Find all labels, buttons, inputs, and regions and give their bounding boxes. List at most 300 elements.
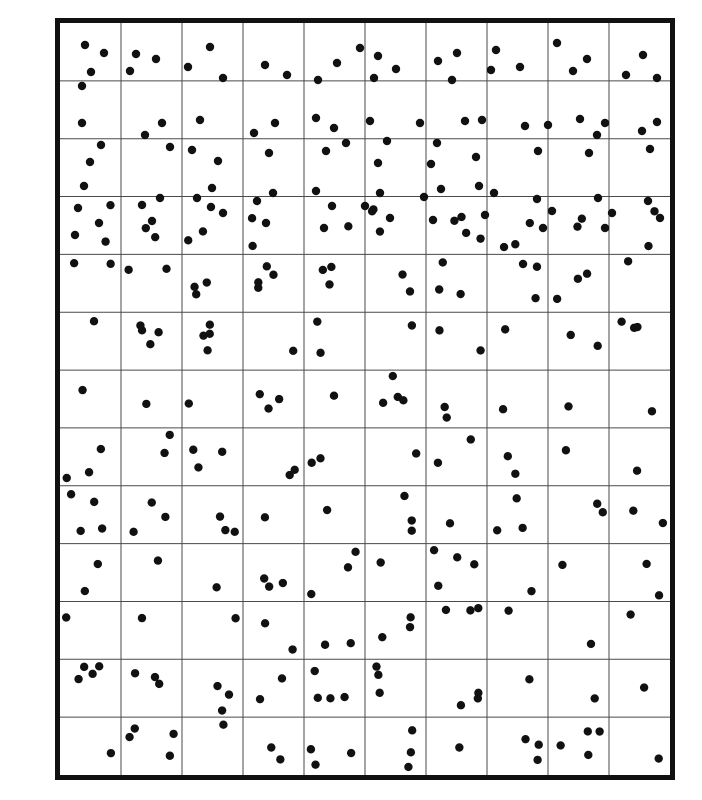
data-point xyxy=(100,49,108,57)
data-point xyxy=(194,463,202,471)
data-point xyxy=(646,145,654,153)
data-point xyxy=(314,76,322,84)
data-point xyxy=(644,197,652,205)
data-point xyxy=(622,71,630,79)
data-point xyxy=(263,262,271,270)
data-point xyxy=(311,760,319,768)
data-point xyxy=(166,143,174,151)
data-point xyxy=(467,435,475,443)
data-point xyxy=(443,413,451,421)
data-point xyxy=(78,119,86,127)
data-point xyxy=(313,317,321,325)
data-point xyxy=(219,74,227,82)
data-point xyxy=(219,720,227,728)
data-point xyxy=(548,207,556,215)
data-point xyxy=(158,119,166,127)
data-point xyxy=(456,290,464,298)
data-point xyxy=(206,321,214,329)
data-point xyxy=(138,201,146,209)
data-point xyxy=(650,207,658,215)
data-point xyxy=(78,82,86,90)
data-point xyxy=(146,340,154,348)
data-point xyxy=(585,149,593,157)
data-point xyxy=(466,606,474,614)
data-point xyxy=(553,39,561,47)
data-point xyxy=(624,257,632,265)
data-point xyxy=(553,295,561,303)
data-point xyxy=(74,204,82,212)
data-point xyxy=(608,209,616,217)
data-point xyxy=(372,662,380,670)
data-point xyxy=(569,67,577,75)
data-point xyxy=(154,556,162,564)
data-point xyxy=(511,470,519,478)
data-point xyxy=(80,182,88,190)
data-point xyxy=(322,147,330,155)
data-point xyxy=(261,61,269,69)
data-point xyxy=(434,57,442,65)
data-point xyxy=(231,614,239,622)
data-point xyxy=(326,694,334,702)
data-point xyxy=(389,372,397,380)
data-point xyxy=(213,682,221,690)
data-point xyxy=(601,224,609,232)
data-point xyxy=(544,121,552,129)
data-point xyxy=(342,139,350,147)
data-point xyxy=(437,185,445,193)
data-point xyxy=(192,290,200,298)
data-point xyxy=(208,184,216,192)
data-point xyxy=(633,323,641,331)
data-point xyxy=(136,321,144,329)
data-point xyxy=(642,560,650,568)
data-point xyxy=(314,694,322,702)
data-point xyxy=(283,71,291,79)
data-point xyxy=(107,749,115,757)
data-point xyxy=(518,524,526,532)
data-point xyxy=(493,526,501,534)
data-point xyxy=(87,68,95,76)
data-point xyxy=(154,328,162,336)
data-point xyxy=(500,243,508,251)
data-point xyxy=(558,561,566,569)
data-point xyxy=(188,146,196,154)
data-point xyxy=(376,558,384,566)
data-point xyxy=(189,446,197,454)
data-point xyxy=(94,560,102,568)
data-point xyxy=(375,689,383,697)
data-point xyxy=(455,743,463,751)
data-point xyxy=(640,683,648,691)
data-point xyxy=(601,119,609,127)
data-point xyxy=(475,182,483,190)
data-point xyxy=(433,139,441,147)
data-point xyxy=(264,404,272,412)
data-point xyxy=(576,115,584,123)
data-point xyxy=(219,209,227,217)
data-point xyxy=(212,583,220,591)
data-point xyxy=(574,275,582,283)
data-point xyxy=(526,219,534,227)
data-point xyxy=(448,76,456,84)
data-point xyxy=(521,735,529,743)
data-point xyxy=(562,446,570,454)
data-point xyxy=(406,623,414,631)
data-point xyxy=(408,516,416,524)
data-point xyxy=(333,59,341,67)
data-point xyxy=(639,51,647,59)
data-point xyxy=(472,153,480,161)
data-point xyxy=(412,449,420,457)
data-point xyxy=(487,66,495,74)
data-point xyxy=(531,294,539,302)
data-point xyxy=(320,224,328,232)
data-point xyxy=(583,270,591,278)
data-point xyxy=(344,563,352,571)
data-point xyxy=(312,114,320,122)
data-point xyxy=(78,386,86,394)
data-point xyxy=(132,50,140,58)
data-point xyxy=(356,44,364,52)
data-point xyxy=(655,754,663,762)
data-point xyxy=(533,195,541,203)
data-point xyxy=(256,695,264,703)
data-point xyxy=(521,122,529,130)
data-point xyxy=(453,553,461,561)
data-point xyxy=(316,349,324,357)
data-point xyxy=(307,745,315,753)
data-point xyxy=(148,498,156,506)
data-point xyxy=(556,741,564,749)
data-point xyxy=(97,141,105,149)
data-point xyxy=(166,431,174,439)
data-point xyxy=(316,454,324,462)
data-point xyxy=(476,234,484,242)
data-point xyxy=(231,528,239,536)
data-point xyxy=(321,641,329,649)
data-point xyxy=(152,55,160,63)
data-point xyxy=(656,214,664,222)
data-point xyxy=(131,724,139,732)
data-point xyxy=(347,639,355,647)
data-point xyxy=(307,590,315,598)
data-point xyxy=(131,669,139,677)
data-point xyxy=(525,675,533,683)
data-point xyxy=(106,201,114,209)
data-point xyxy=(90,317,98,325)
data-point xyxy=(376,227,384,235)
data-point xyxy=(275,395,283,403)
data-point xyxy=(457,701,465,709)
data-point xyxy=(539,224,547,232)
data-point xyxy=(265,149,273,157)
data-point xyxy=(457,213,465,221)
data-point xyxy=(156,194,164,202)
data-point xyxy=(408,726,416,734)
data-point xyxy=(490,189,498,197)
data-point xyxy=(461,117,469,125)
data-point xyxy=(429,216,437,224)
data-point xyxy=(95,662,103,670)
data-point xyxy=(254,278,262,286)
data-point xyxy=(404,763,412,771)
data-point xyxy=(319,266,327,274)
data-point xyxy=(398,270,406,278)
data-point xyxy=(214,157,222,165)
data-point xyxy=(311,667,319,675)
data-point xyxy=(90,498,98,506)
data-point xyxy=(125,733,133,741)
data-point xyxy=(308,459,316,467)
data-point xyxy=(218,706,226,714)
data-point xyxy=(86,158,94,166)
data-point xyxy=(312,187,320,195)
data-point xyxy=(392,65,400,73)
data-point xyxy=(166,752,174,760)
data-point xyxy=(573,222,581,230)
data-point xyxy=(267,743,275,751)
data-point xyxy=(374,671,382,679)
data-point xyxy=(578,214,586,222)
data-point xyxy=(370,74,378,82)
data-point xyxy=(593,131,601,139)
data-point xyxy=(199,227,207,235)
data-point xyxy=(276,755,284,763)
data-point xyxy=(591,694,599,702)
data-point xyxy=(216,512,224,520)
data-point xyxy=(386,214,394,222)
data-point xyxy=(626,610,634,618)
data-point xyxy=(446,519,454,527)
data-point xyxy=(248,214,256,222)
data-point xyxy=(256,390,264,398)
data-point xyxy=(199,331,207,339)
data-point xyxy=(435,285,443,293)
data-point xyxy=(492,46,500,54)
data-point xyxy=(450,217,458,225)
data-point xyxy=(427,160,435,168)
data-point xyxy=(271,119,279,127)
data-point xyxy=(504,452,512,460)
data-point xyxy=(63,474,71,482)
data-point xyxy=(535,741,543,749)
data-point xyxy=(499,405,507,413)
data-point xyxy=(101,237,109,245)
data-point xyxy=(379,399,387,407)
data-point xyxy=(617,317,625,325)
data-point xyxy=(253,197,261,205)
data-point xyxy=(203,346,211,354)
data-point xyxy=(478,116,486,124)
grid-lines xyxy=(60,23,670,775)
data-point xyxy=(289,347,297,355)
data-point xyxy=(383,137,391,145)
data-point xyxy=(129,528,137,536)
data-point xyxy=(262,219,270,227)
data-point xyxy=(442,606,450,614)
data-point xyxy=(407,748,415,756)
data-point xyxy=(203,278,211,286)
data-point xyxy=(368,207,376,215)
data-point xyxy=(225,690,233,698)
data-point xyxy=(440,403,448,411)
data-point xyxy=(406,287,414,295)
data-point xyxy=(435,326,443,334)
data-point xyxy=(323,506,331,514)
data-point xyxy=(481,211,489,219)
data-point xyxy=(62,613,70,621)
data-point xyxy=(587,640,595,648)
data-point xyxy=(512,494,520,502)
data-point xyxy=(162,265,170,273)
data-point xyxy=(648,407,656,415)
data-point xyxy=(659,519,667,527)
data-point xyxy=(330,124,338,132)
data-point xyxy=(261,513,269,521)
data-point xyxy=(248,242,256,250)
data-point xyxy=(527,587,535,595)
data-point xyxy=(261,619,269,627)
data-point xyxy=(206,43,214,51)
data-point xyxy=(169,730,177,738)
data-point xyxy=(376,189,384,197)
data-point xyxy=(453,49,461,57)
data-point xyxy=(279,579,287,587)
data-point xyxy=(439,258,447,266)
data-point xyxy=(361,202,369,210)
data-point xyxy=(462,229,470,237)
data-point xyxy=(185,399,193,407)
data-point xyxy=(85,468,93,476)
data-point xyxy=(416,119,424,127)
data-point xyxy=(351,548,359,556)
data-point xyxy=(347,749,355,757)
data-point xyxy=(511,240,519,248)
data-point xyxy=(374,159,382,167)
data-point xyxy=(394,393,402,401)
data-point xyxy=(141,131,149,139)
data-point xyxy=(655,591,663,599)
data-point xyxy=(106,260,114,268)
data-point xyxy=(501,325,509,333)
data-point xyxy=(430,546,438,554)
data-point xyxy=(71,231,79,239)
data-point xyxy=(519,260,527,268)
data-point xyxy=(434,459,442,467)
data-point xyxy=(328,202,336,210)
data-point xyxy=(74,675,82,683)
data-point xyxy=(290,466,298,474)
data-point xyxy=(644,242,652,250)
data-point xyxy=(221,526,229,534)
data-point xyxy=(374,52,382,60)
data-point xyxy=(533,756,541,764)
data-point xyxy=(193,194,201,202)
data-point xyxy=(265,582,273,590)
quadrat-grid-frame xyxy=(55,18,675,780)
data-point xyxy=(190,283,198,291)
data-point xyxy=(470,560,478,568)
data-point xyxy=(533,263,541,271)
data-point xyxy=(330,392,338,400)
data-point xyxy=(138,614,146,622)
data-point xyxy=(76,527,84,535)
data-point xyxy=(98,524,106,532)
data-point xyxy=(594,194,602,202)
data-point xyxy=(476,346,484,354)
data-point xyxy=(126,67,134,75)
data-point xyxy=(400,492,408,500)
data-point xyxy=(474,604,482,612)
data-point xyxy=(97,445,105,453)
data-point xyxy=(184,63,192,71)
data-point xyxy=(653,74,661,82)
data-point xyxy=(378,633,386,641)
data-point xyxy=(344,222,352,230)
data-point xyxy=(124,266,132,274)
data-point xyxy=(184,236,192,244)
data-point xyxy=(584,751,592,759)
data-point xyxy=(408,321,416,329)
data-point xyxy=(593,500,601,508)
data-point xyxy=(269,271,277,279)
data-point xyxy=(366,117,374,125)
data-point xyxy=(534,147,542,155)
data-point xyxy=(638,127,646,135)
data-point xyxy=(408,527,416,535)
data-point xyxy=(80,663,88,671)
data-point xyxy=(516,63,524,71)
data-point xyxy=(148,217,156,225)
data-point xyxy=(218,448,226,456)
data-point xyxy=(196,116,204,124)
data-point xyxy=(207,203,215,211)
data-point xyxy=(250,129,258,137)
data-point xyxy=(269,189,277,197)
data-point xyxy=(327,263,335,271)
data-point xyxy=(593,342,601,350)
point-pattern-plot xyxy=(60,23,670,775)
data-point xyxy=(70,259,78,267)
data-point xyxy=(160,449,168,457)
data-point xyxy=(151,233,159,241)
data-point xyxy=(629,506,637,514)
data-point xyxy=(406,613,414,621)
data-point xyxy=(142,400,150,408)
data-point xyxy=(583,55,591,63)
data-point xyxy=(474,689,482,697)
data-point xyxy=(288,645,296,653)
data-point xyxy=(161,513,169,521)
data-point xyxy=(595,727,603,735)
data-point xyxy=(260,574,268,582)
data-point xyxy=(278,674,286,682)
data-point xyxy=(420,193,428,201)
data-point xyxy=(564,402,572,410)
data-point xyxy=(584,727,592,735)
data-point xyxy=(434,582,442,590)
data-point xyxy=(599,508,607,516)
data-point xyxy=(653,118,661,126)
data-point xyxy=(633,467,641,475)
data-point xyxy=(88,670,96,678)
data-point xyxy=(67,490,75,498)
data-point xyxy=(325,280,333,288)
data-point xyxy=(95,219,103,227)
data-point xyxy=(155,680,163,688)
data-point xyxy=(81,587,89,595)
data-point xyxy=(504,606,512,614)
